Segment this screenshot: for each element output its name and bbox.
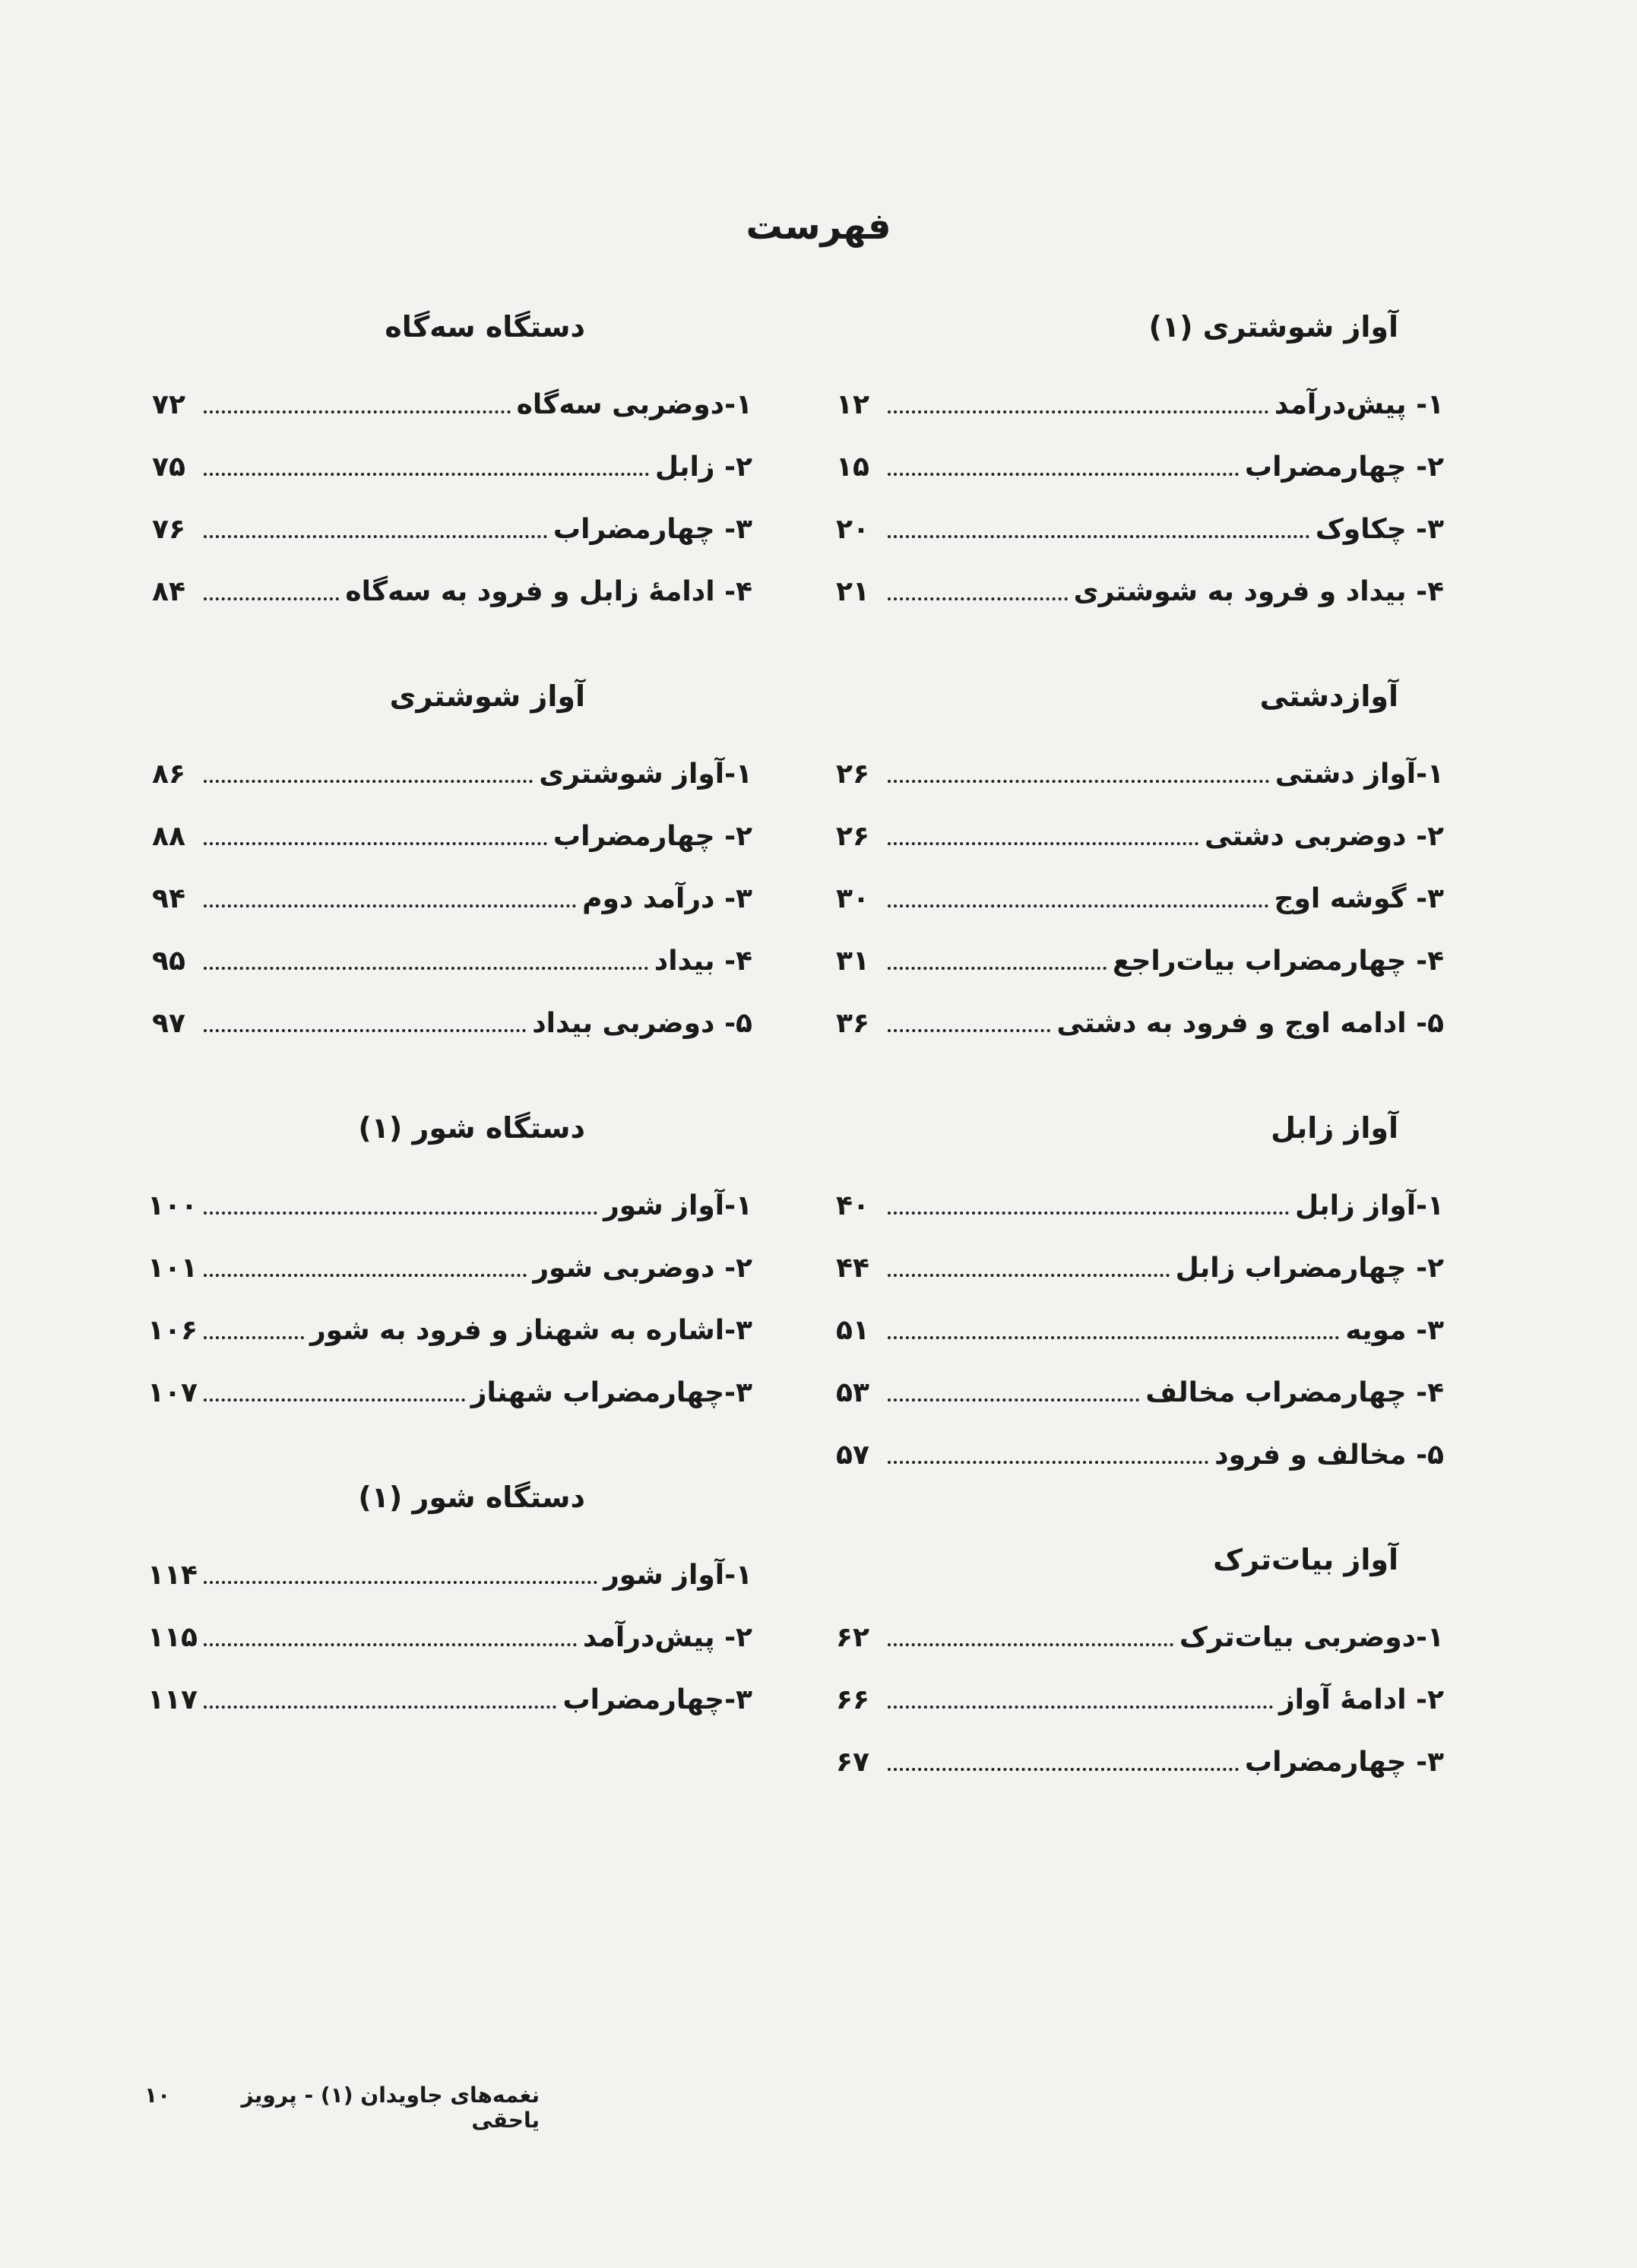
dot-leader [888,1380,1139,1402]
toc-right-column [836,304,1444,1844]
entry-page-number: ۱۱۷ [147,1684,198,1715]
dot-leader [204,1256,527,1277]
entry-page-number: ۲۶ [836,821,869,852]
dot-leader [888,1625,1173,1646]
toc-entry [836,1175,1444,1237]
entry-page-number: ۱۲ [836,389,869,420]
entry-page-number: ۸۶ [152,759,185,790]
entry-label: ۲- چهارمضراب [1244,451,1444,483]
entry-label: ۵- ادامه اوج و فرود به دشتی [1056,1008,1444,1039]
dot-leader [888,392,1268,413]
toc-entry [152,436,752,499]
entry-page-number: ۱۰۶ [147,1315,198,1346]
entry-page-number: ۵۳ [836,1377,869,1408]
entry-label: ۳- درآمد دوم [582,883,752,914]
entry-page-number: ۸۸ [152,821,185,852]
toc-entry [147,1175,752,1237]
entry-label: ۲- دوضربی شور [533,1253,752,1284]
entry-label: ۲- چهارمضراب زابل [1175,1253,1444,1284]
entry-page-number: ۲۱ [836,576,869,607]
dot-leader [888,455,1239,476]
toc-entry [147,1669,752,1731]
entry-page-number: ۷۵ [152,451,185,483]
entry-label: ۵- مخالف و فرود [1214,1440,1444,1471]
entry-page-number: ۳۰ [836,883,869,914]
toc-entry [836,1424,1444,1487]
toc-section [152,673,752,1055]
toc-entry [836,806,1444,868]
dot-leader [888,1443,1208,1464]
toc-entry [152,930,752,993]
toc-entry [152,374,752,436]
toc-entry [836,1669,1444,1731]
entry-page-number: ۷۶ [152,514,185,545]
entry-label: ۱-آواز شور [603,1560,752,1591]
toc-entry [147,1544,752,1607]
dot-leader [204,1193,597,1215]
dot-leader [888,762,1269,783]
dot-leader [888,1750,1239,1771]
dot-leader [204,1687,556,1709]
toc-entry [836,1362,1444,1424]
toc-section [152,304,752,623]
dot-leader [888,1193,1289,1215]
dot-leader [888,517,1309,538]
dot-leader [888,579,1068,600]
footer-book-title: نغمه‌های جاویدان (۱) - پرویز یاحقی [241,2083,540,2133]
dot-leader [204,824,547,845]
entry-page-number: ۱۱۴ [147,1560,198,1591]
toc-entry [152,868,752,930]
entry-label: ۲- ادامهٔ آواز [1278,1684,1444,1715]
toc-entry [152,499,752,561]
toc-entry [836,436,1444,499]
entry-label: ۳-چهارمضراب [562,1684,752,1715]
entry-label: ۴- ادامهٔ زابل و فرود به سه‌گاه [345,576,752,607]
entry-label: ۳- چهارمضراب [553,514,752,545]
dot-leader [204,949,648,970]
section-heading: آواز شوشتری [389,679,585,713]
dot-leader [204,886,576,908]
toc-entry [147,1237,752,1300]
dot-leader [888,1011,1050,1032]
toc-entry [147,1362,752,1424]
entry-label: ۳- چهارمضراب [1244,1747,1444,1778]
entry-page-number: ۲۰ [836,514,869,545]
entry-label: ۱- پیش‌درآمد [1274,389,1444,420]
entry-label: ۱-آواز شوشتری [539,759,752,790]
dot-leader [204,579,339,600]
toc-entry [836,1237,1444,1300]
section-heading: آواز بیات‌ترک [1213,1543,1398,1576]
page-footer [144,2083,540,2133]
entry-label: ۳-اشاره به شهناز و فرود به شور [309,1315,752,1346]
entry-page-number: ۱۵ [836,451,869,483]
page-title: فهرست [746,205,891,248]
section-heading: دستگاه شور (۱) [358,1481,585,1514]
entry-label: ۱-آواز شور [603,1190,752,1221]
toc-section [147,1475,752,1731]
entry-label: ۴- چهارمضراب بیات‌راجع [1112,946,1444,977]
entry-label: ۲- پیش‌درآمد [582,1622,752,1653]
toc-entry [152,806,752,868]
dot-leader [888,1687,1273,1709]
entry-label: ۱-آواز زابل [1295,1190,1444,1221]
dot-leader [204,392,511,413]
dot-leader [888,1318,1339,1339]
entry-label: ۳-چهارمضراب شهناز [470,1377,752,1408]
section-heading: آواز زابل [1271,1111,1398,1145]
entry-page-number: ۱۰۰ [147,1190,198,1221]
entry-page-number: ۹۷ [152,1008,185,1039]
toc-entry [147,1607,752,1669]
dot-leader [204,1318,304,1339]
section-heading: دستگاه سه‌گاه [385,310,585,344]
toc-entry [836,374,1444,436]
entry-page-number: ۸۴ [152,576,185,607]
dot-leader [204,455,649,476]
section-heading: آواز شوشتری (۱) [1148,310,1398,344]
entry-page-number: ۹۴ [152,883,185,914]
toc-entry [836,1300,1444,1362]
entry-label: ۴- بیداد و فرود به شوشتری [1073,576,1444,607]
toc-section [836,304,1444,623]
entry-label: ۳- مویه [1345,1315,1444,1346]
toc-section [147,1105,752,1424]
entry-page-number: ۵۷ [836,1440,869,1471]
entry-page-number: ۵۱ [836,1315,869,1346]
toc-entry [836,868,1444,930]
toc-entry [836,743,1444,806]
dot-leader [204,1563,597,1584]
toc-section [836,1105,1444,1487]
section-heading: دستگاه شور (۱) [358,1111,585,1145]
entry-label: ۴- بیداد [654,946,752,977]
footer-page-number: ۱۰ [144,2083,171,2108]
entry-page-number: ۷۲ [152,389,185,420]
toc-entry [152,743,752,806]
entry-page-number: ۱۰۱ [147,1253,198,1284]
toc-entry [836,499,1444,561]
toc-entry [836,993,1444,1055]
dot-leader [888,1256,1170,1277]
toc-section [836,673,1444,1055]
entry-page-number: ۶۲ [836,1622,869,1653]
dot-leader [204,517,547,538]
entry-label: ۱-آواز دشتی [1274,759,1444,790]
dot-leader [204,1380,465,1402]
section-heading: آوازدشتی [1259,679,1398,713]
toc-entry [152,561,752,623]
dot-leader [204,762,533,783]
dot-leader [888,949,1107,970]
toc-entry [836,561,1444,623]
entry-label: ۵- دوضربی بیداد [532,1008,752,1039]
toc-section [836,1537,1444,1794]
toc-entry [152,993,752,1055]
entry-page-number: ۱۰۷ [147,1377,198,1408]
entry-label: ۲- چهارمضراب [553,821,752,852]
toc-entry [836,930,1444,993]
entry-label: ۲- زابل [654,451,752,483]
entry-page-number: ۴۴ [836,1253,869,1284]
entry-label: ۲- دوضربی دشتی [1205,821,1444,852]
entry-label: ۳- چکاوک [1315,514,1444,545]
entry-page-number: ۲۶ [836,759,869,790]
entry-label: ۳- گوشه اوج [1274,883,1444,914]
entry-label: ۱-دوضربی بیات‌ترک [1179,1622,1444,1653]
entry-label: ۱-دوضربی سه‌گاه [516,389,752,420]
toc-entry [147,1300,752,1362]
entry-page-number: ۱۱۵ [147,1622,198,1653]
dot-leader [888,886,1268,908]
entry-page-number: ۳۶ [836,1008,869,1039]
entry-page-number: ۳۱ [836,946,869,977]
entry-label: ۴- چهارمضراب مخالف [1145,1377,1444,1408]
entry-page-number: ۹۵ [152,946,185,977]
toc-entry [836,1731,1444,1794]
toc-left-column [147,304,752,1782]
dot-leader [204,1625,577,1646]
dot-leader [888,824,1198,845]
entry-page-number: ۶۷ [836,1747,869,1778]
toc-entry [836,1607,1444,1669]
entry-page-number: ۶۶ [836,1684,869,1715]
entry-page-number: ۴۰ [836,1190,869,1221]
dot-leader [204,1011,526,1032]
